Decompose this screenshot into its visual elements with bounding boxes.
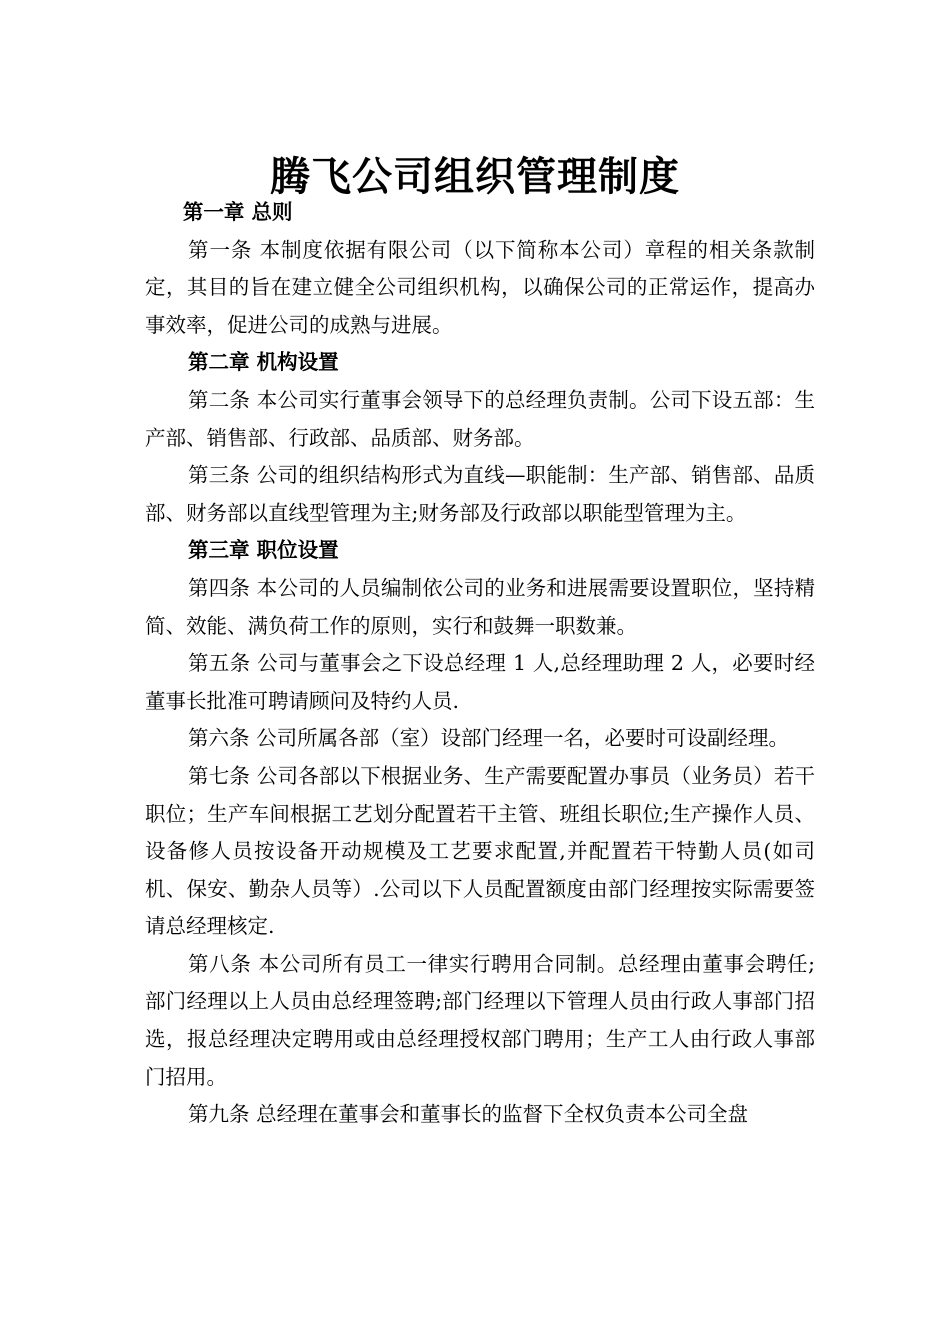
chapter-heading-1: 第一章 总则 bbox=[182, 200, 293, 224]
article-1: 第一条 本制度依据有限公司（以下简称本公司）章程的相关条款制定，其目的旨在建立健全公司组织机构，以确保公司的正常运作，提高办事效率，促进公司的成熟与进展。 bbox=[145, 237, 815, 337]
chapter-heading-3: 第三章 职位设置 bbox=[188, 538, 339, 563]
article-8: 第八条 本公司所有员工一律实行聘用合同制。总经理由董事会聘任;部门经理以上人员由总经理签聘;部门经理以下管理人员由行政人事部门招选，报总经理决定聘用或由总经理授权部门聘用；生产工人由行政人事部门招用。 bbox=[145, 951, 815, 1089]
article-9: 第九条 总经理在董事会和董事长的监督下全权负责本公司全盘 bbox=[188, 1102, 749, 1127]
article-3: 第三条 公司的组织结构形式为直线—职能制：生产部、销售部、品质部、财务部以直线型管理为主;财务部及行政部以职能型管理为主。 bbox=[145, 463, 815, 525]
article-7: 第七条 公司各部以下根据业务、生产需要配置办事员（业务员）若干职位；生产车间根据工艺划分配置若干主管、班组长职位;生产操作人员、设备修人员按设备开动规模及工艺要求配置,并配置若干特勤人员(如司机、保安、勤杂人员等）.公司以下人员配置额度由部门经理按实际需要签请总经理核定. bbox=[145, 763, 815, 939]
document-body bbox=[145, 194, 815, 1134]
chapter-heading-2: 第二章 机构设置 bbox=[188, 350, 339, 375]
document-title: 腾飞公司组织管理制度 bbox=[270, 153, 680, 200]
article-4: 第四条 本公司的人员编制依公司的业务和进展需要设置职位，坚持精简、效能、满负荷工作的原则，实行和鼓舞一职数兼。 bbox=[145, 575, 815, 638]
article-2: 第二条 本公司实行董事会领导下的总经理负责制。公司下设五部：生产部、销售部、行政部、品质部、财务部。 bbox=[145, 387, 815, 450]
article-5: 第五条 公司与董事会之下设总经理 1 人,总经理助理 2 人，必要时经董事长批准可聘请顾问及特约人员. bbox=[145, 651, 815, 713]
article-6: 第六条 公司所属各部（室）设部门经理一名，必要时可设副经理。 bbox=[188, 726, 790, 751]
